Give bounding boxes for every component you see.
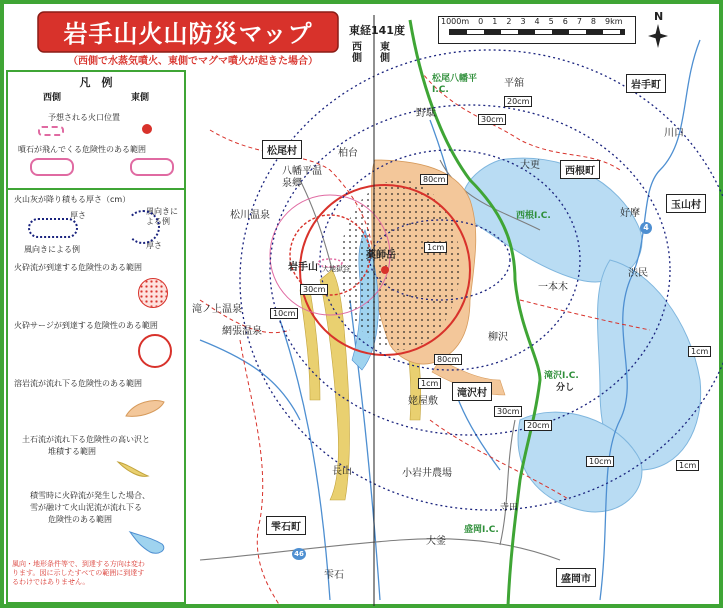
legend-west-col: 西側 — [42, 93, 61, 103]
legend-note-line: ります。図に示したすべての範囲に到達す — [12, 569, 145, 577]
legend-pyroclastic-label: 火砕流が到達する危険性のある範囲 — [14, 263, 142, 272]
place-terada: 寺田 — [500, 503, 519, 513]
ash-label-10cm: 10cm — [586, 456, 614, 467]
ash-label-10cm-w: 10cm — [270, 308, 298, 319]
route-4-icon: 4 — [640, 222, 652, 234]
scale-bar — [438, 16, 636, 44]
scale-tick: 8 — [590, 17, 596, 26]
legend-lava-label: 溶岩流が流れ下る危険性のある範囲 — [14, 379, 142, 388]
ash-label-80cm: 80cm — [420, 174, 448, 185]
municipality-nishine: 西根町 — [560, 160, 600, 179]
place-yanagisawa: 柳沢 — [488, 332, 508, 343]
place-shizukuishi: 雫石 — [324, 570, 344, 581]
municipality-takizawa: 滝沢村 — [452, 382, 492, 401]
place-yakushidake: 薬師岳 — [366, 250, 396, 261]
legend-lahar-label-c: 危険性のある範囲 — [48, 515, 112, 524]
junction-branch: 分し — [556, 383, 575, 393]
legend-header: 凡 例 — [79, 76, 113, 89]
place-shibutami: 渋民 — [628, 268, 648, 279]
place-takinoue-onsen: 滝ノ上温泉 — [192, 304, 242, 315]
legend-debris-icon — [116, 458, 150, 480]
legend-lahar-label-b: 雪が融けて火山泥流が流れ下る — [30, 503, 142, 512]
ash-label-1cm-s: 1cm — [418, 378, 441, 389]
compass-north-label: N — [654, 10, 664, 23]
legend-ballistic-west-icon — [30, 158, 74, 176]
place-matsukawa-onsen: 松川温泉 — [230, 210, 270, 221]
legend-ash-thickness-a: 厚さ — [70, 211, 86, 220]
ash-label-20cm: 20cm — [504, 96, 532, 107]
place-obuke: 大更 — [520, 160, 540, 171]
scale-tick: 2 — [506, 17, 512, 26]
legend-crater-east-icon — [142, 124, 152, 134]
legend-ash-ellipse-icon — [28, 218, 78, 238]
ash-label-1cm-e: 1cm — [688, 346, 711, 357]
legend-ash-sector-icon — [126, 210, 160, 244]
page-subtitle: （西側で水蒸気噴火、東側でマグマ噴火が起きた場合） — [68, 56, 318, 67]
scale-tick: 6 — [562, 17, 568, 26]
legend-lahar-icon — [128, 528, 168, 558]
place-ipponngi: 一本木 — [538, 282, 568, 293]
legend-surge-label: 火砕サージが到達する危険性のある範囲 — [14, 321, 158, 330]
legend-ballistic-label: 噴石が飛んでくる危険性のある範囲 — [18, 145, 146, 154]
ic-nishine: 西根I.C. — [516, 211, 551, 221]
municipality-matsuo: 松尾村 — [262, 140, 302, 159]
legend-note-line: 風向・地形条件等で、到達する方向は変わ — [12, 560, 145, 568]
ash-label-20cm-s: 20cm — [524, 420, 552, 431]
ic-matsuo-hachimantai: 松尾八幡平I.C. — [432, 74, 478, 95]
place-kawaguchi: 川口 — [664, 128, 684, 139]
legend-debris-label-a: 土石流が流れ下る危険性の高い沢と — [22, 435, 150, 444]
municipality-tamayama: 玉山村 — [666, 194, 706, 213]
legend-crater-west-icon — [38, 126, 64, 136]
meridian-east-label: 東側 — [380, 42, 390, 64]
compass-rose-icon — [648, 24, 668, 48]
ash-label-80cm-s: 80cm — [434, 354, 462, 365]
scale-tick: 1000m — [441, 17, 470, 26]
scale-tick: 7 — [576, 17, 582, 26]
municipality-iwate: 岩手町 — [626, 74, 666, 93]
legend-lahar-label-a: 積雪時に火砕流が発生した場合、 — [30, 491, 150, 500]
legend-debris-label-b: 堆積する範囲 — [48, 447, 96, 456]
place-ojigokudani: 大地獄谷 — [322, 265, 350, 273]
place-ogama: 大釜 — [426, 536, 446, 547]
place-koiwai: 小岩井農場 — [402, 468, 452, 479]
ash-label-30cm-w: 30cm — [300, 284, 328, 295]
place-noda: 野駄 — [416, 108, 436, 119]
legend-east-col: 東側 — [130, 93, 149, 103]
ash-label-1cm: 1cm — [424, 242, 447, 253]
scale-tick: 1 — [492, 17, 498, 26]
place-amihari-onsen: 網張温泉 — [222, 326, 262, 337]
ash-label-1cm-se: 1cm — [676, 460, 699, 471]
legend-note-line: るわけではありません。 — [12, 578, 90, 586]
legend-lava-icon — [124, 396, 166, 420]
place-kashiwadai: 柏台 — [338, 148, 358, 159]
municipality-shizukuishi: 雫石町 — [266, 516, 306, 535]
legend-ballistic-east-icon — [130, 158, 174, 176]
scale-tick: 9km — [605, 17, 623, 26]
scale-tick: 3 — [520, 17, 526, 26]
ic-morioka: 盛岡I.C. — [464, 525, 499, 535]
place-ubayashiki: 姥屋敷 — [408, 396, 438, 407]
legend-surge-icon — [138, 334, 172, 368]
meridian-label: 東経141度 — [349, 24, 405, 37]
legend-crater-label: 予想される火口位置 — [48, 113, 120, 122]
meridian-west-label: 西側 — [352, 42, 362, 64]
legend-ash-wind-b1: 風向きに — [146, 207, 178, 216]
place-hachimantai-onsen: 八幡平温泉郷 — [282, 166, 322, 189]
legend-ash-thickness-b: 厚さ — [146, 241, 162, 250]
legend-ash-wind-b2: よる例 — [146, 217, 170, 226]
municipality-morioka: 盛岡市 — [556, 568, 596, 587]
scale-tick: 5 — [548, 17, 554, 26]
place-koma: 好摩 — [620, 208, 640, 219]
ic-takizawa: 滝沢I.C. — [544, 371, 579, 381]
place-nagayama: 長山 — [332, 466, 352, 477]
legend-pyroclastic-icon — [138, 278, 168, 308]
scale-tick: 0 — [478, 17, 484, 26]
route-46-icon: 46 — [292, 548, 306, 560]
legend-ash-wind-a: 風向きによる例 — [24, 245, 80, 254]
legend-note — [12, 560, 180, 587]
scale-tick: 4 — [534, 17, 540, 26]
legend-ash-label: 火山灰が降り積もる厚さ（cm） — [14, 195, 131, 204]
ash-label-30cm-s: 30cm — [494, 406, 522, 417]
page-title: 岩手山火山防災マップ — [63, 20, 313, 48]
place-iwatesan: 岩手山 — [288, 262, 318, 273]
legend-panel — [6, 70, 186, 604]
ash-label-30cm: 30cm — [478, 114, 506, 125]
place-hiradate: 平舘 — [504, 78, 524, 89]
